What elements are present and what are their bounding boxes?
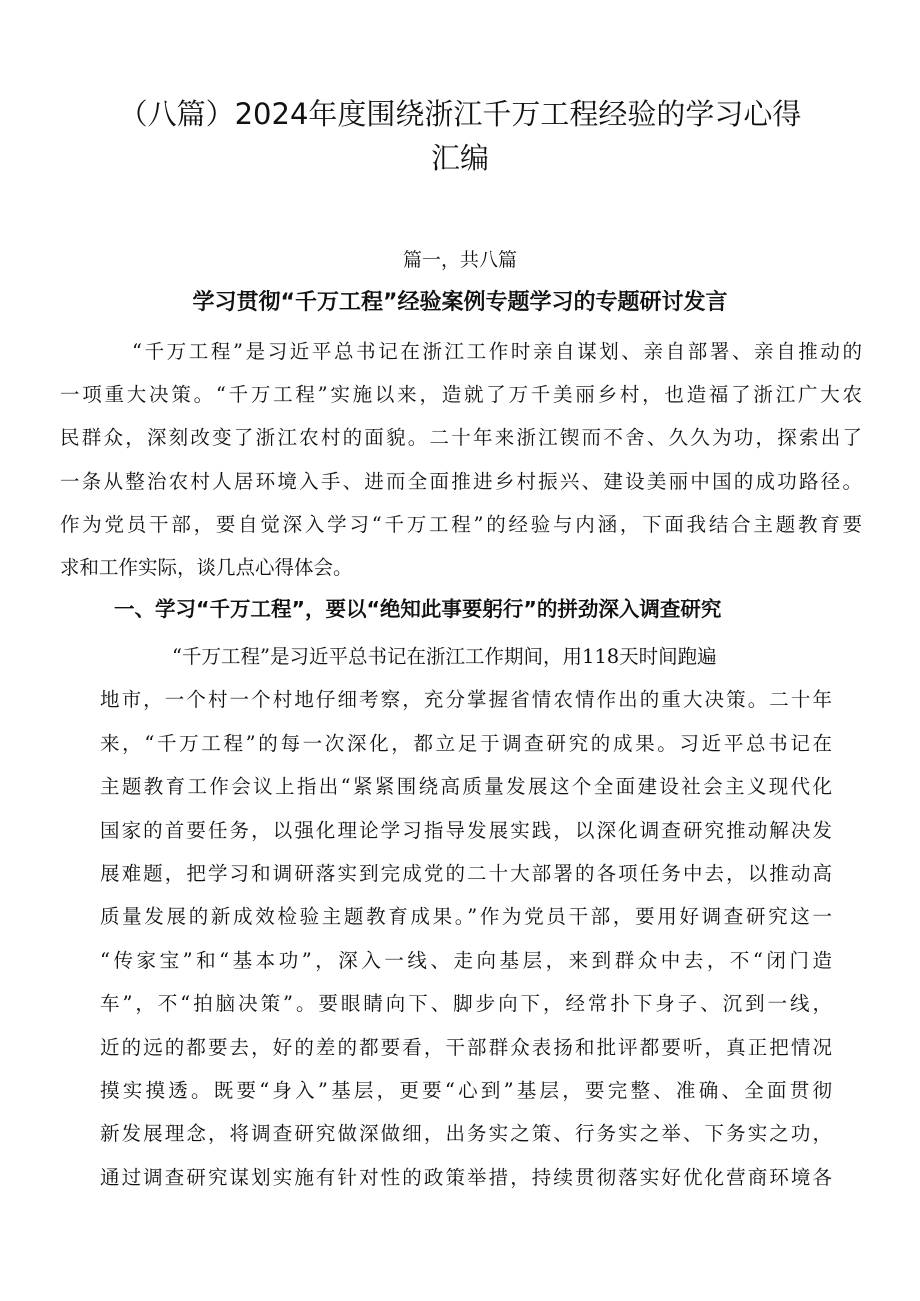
intro-line: 作为党员干部，要自觉深入学习“千万工程”的经验与内涵，下面我结合主题教育要 <box>60 512 862 536</box>
part-heading: 学习贯彻“千万工程”经验案例专题学习的专题研讨发言 <box>192 290 728 315</box>
document-title <box>60 92 860 180</box>
section-1-line: 新发展理念，将调查研究做深做细，出务实之策、行务实之举、下务实之功， <box>100 1122 832 1146</box>
document-title-line-2: 汇编 <box>430 141 489 175</box>
section-1-line: 地市，一个村一个村地仔细考察，充分掌握省情农情作出的重大决策。二十年 <box>100 688 832 712</box>
section-1-line: “传家宝”和“基本功”，深入一线、走向基层，来到群众中去，不“闭门造 <box>100 948 832 972</box>
section-1-line: 通过调查研究谋划实施有针对性的政策举措，持续贯彻落实好优化营商环境各 <box>100 1165 832 1189</box>
document-title-line-1: （八篇）2024年度围绕浙江千万工程经验的学习心得 <box>118 97 802 131</box>
section-1-line: 车”，不“拍脑决策”。要眼睛向下、脚步向下，经常扑下身子、沉到一线， <box>100 992 832 1016</box>
section-1-heading: 一、学习“千万工程”，要以“绝知此事要躬行”的拼劲深入调查研究 <box>114 597 722 621</box>
intro-line: 民群众，深刻改变了浙江农村的面貌。二十年来浙江锲而不舍、久久为功，探索出了 <box>60 426 862 450</box>
section-1-line: 展难题，把学习和调研落实到完成党的二十大部署的各项任务中去，以推动高 <box>100 862 832 886</box>
intro-paragraph <box>60 330 862 589</box>
intro-line: 一项重大决策。“千万工程”实施以来，造就了万千美丽乡村，也造福了浙江广大农 <box>60 383 862 407</box>
section-1-line: 摸实摸透。既要“身入”基层，更要“心到”基层，要完整、准确、全面贯彻 <box>100 1079 832 1103</box>
intro-line: 一条从整治农村人居环境入手、进而全面推进乡村振兴、建设美丽中国的成功路径。 <box>60 469 862 493</box>
intro-line: 求和工作实际，谈几点心得体会。 <box>60 556 353 580</box>
part-label: 篇一，共八篇 <box>402 249 517 271</box>
section-1-line: 国家的首要任务，以强化理论学习指导发展实践，以深化调查研究推动解决发 <box>100 818 832 842</box>
section-1-line: 来，“千万工程”的每一次深化，都立足于调查研究的成果。习近平总书记在 <box>100 731 832 755</box>
section-1-paragraph <box>100 635 832 1199</box>
intro-line: “千万工程”是习近平总书记在浙江工作时亲自谋划、亲自部署、亲自推动的 <box>132 340 862 363</box>
section-1-line: “千万工程”是习近平总书记在浙江工作期间，用118天时间跑遍 <box>172 645 717 668</box>
section-1-line: 主题教育工作会议上指出“紧紧围绕高质量发展这个全面建设社会主义现代化 <box>100 775 832 799</box>
section-1-line: 近的远的都要去，好的差的都要看，干部群众表扬和批评都要听，真正把情况 <box>100 1035 832 1059</box>
section-1-line: 质量发展的新成效检验主题教育成果。”作为党员干部，要用好调查研究这一 <box>100 905 832 929</box>
